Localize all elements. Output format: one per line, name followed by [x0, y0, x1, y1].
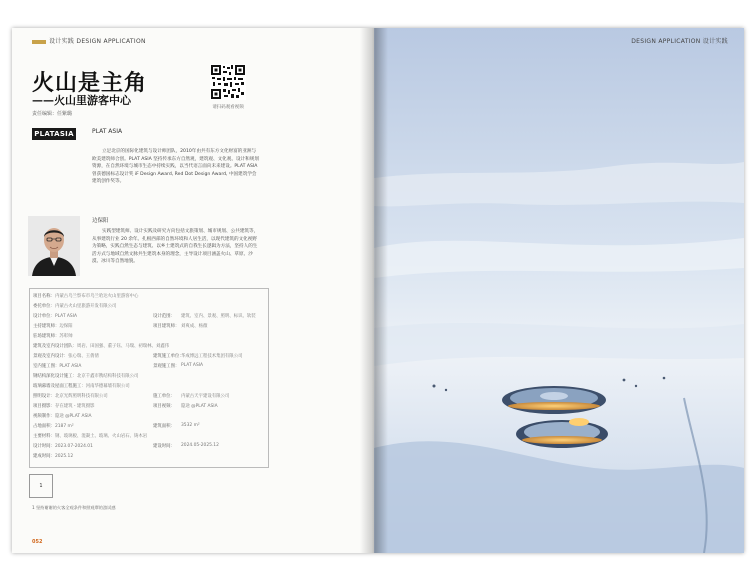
info-label: 项目建筑师： — [153, 324, 180, 329]
info-label: 钢结构深化设计施工： — [33, 374, 77, 379]
article-subtitle: ——火山里游客中心 — [32, 94, 131, 107]
info-value: 张心瑞、王倩倩 — [68, 354, 99, 359]
project-info-row — [33, 433, 147, 439]
qr-code-icon — [210, 64, 246, 100]
right-page — [374, 28, 744, 553]
section-tag-bar — [32, 40, 46, 44]
project-info-row — [33, 353, 243, 359]
info-value: PLAT ASIA — [54, 314, 77, 319]
info-value: 刘爽成、杨薇 — [181, 324, 208, 329]
project-info-row — [33, 363, 204, 369]
project-info-row — [33, 313, 256, 319]
info-value: 边保阳 — [59, 324, 73, 329]
section-tag-text: 设计实践 DESIGN APPLICATION — [49, 38, 146, 45]
info-value: PLAT ASIA — [59, 364, 82, 369]
info-label: 项目视频： — [153, 404, 175, 409]
info-label: 设计单位： — [33, 314, 55, 319]
project-info-row — [33, 413, 92, 419]
project-info-row — [33, 333, 73, 339]
project-info-row — [33, 323, 208, 329]
info-label: 建筑及室内设计团队： — [33, 344, 77, 349]
image-index-box: 1 — [29, 474, 53, 498]
info-label: 主持建筑师： — [33, 324, 60, 329]
project-info-row — [33, 393, 230, 399]
info-label: 景观施工图： — [153, 364, 180, 369]
info-label: 视频制作： — [33, 414, 55, 419]
info-value: 钢、玻璃板、混凝土、玻璃、火山岩石、铸木岩 — [54, 434, 148, 439]
info-value: 建筑、室内、景观、照明、标识、软装 — [181, 314, 256, 319]
info-label: 项目摄影： — [33, 404, 55, 409]
info-value: 北京千鑫市镌结构科技有限公司 — [76, 374, 139, 379]
project-info-row — [33, 293, 138, 299]
info-label: 项目名称： — [33, 294, 55, 299]
info-label: 施工单位： — [153, 394, 175, 399]
editor-credit: 责任编辑：任紫璐 — [32, 111, 73, 117]
project-info-row — [33, 373, 138, 379]
info-label: 室内施工图： — [33, 364, 60, 369]
info-value: 隐途 @PLAT ASIA — [181, 404, 218, 409]
info-value: 3532 m² — [181, 423, 200, 428]
project-info-row — [33, 423, 200, 429]
visitor-center-photo — [374, 28, 744, 553]
info-value: 苏彰帅 — [59, 334, 73, 339]
section-tag-right-text: DESIGN APPLICATION 设计实践 — [631, 38, 728, 45]
info-label: 建筑面积： — [153, 424, 175, 429]
plat-asia-logo: PLATASIA — [32, 128, 76, 140]
section-tag-right — [631, 36, 728, 45]
info-label: 照明设计： — [33, 394, 55, 399]
info-label: 主要材料： — [33, 434, 55, 439]
company-name: PLAT ASIA — [92, 128, 123, 135]
page-number: 052 — [32, 539, 43, 545]
architect-name: 边保阳 — [92, 218, 109, 224]
magazine-spread — [12, 28, 744, 553]
architect-description: 实践型建筑师、设计实践及研究方向包括文旅策划、城市规划、公共建筑等，从事建筑行业 20 余年。扎根西部的自然环境和人居生活，以现代建筑的文化视野为策略，实践自然生态与建筑、以乡土建筑式的自我生长逻辑为方法，坚持人的生活方式与地域自然文脉共生建筑本身的理念，主导设计项目涵盖火山、草原、沙漠、冰川等自然地貌。 — [92, 229, 259, 265]
info-label: 建设时间： — [153, 444, 175, 449]
architect-portrait — [28, 216, 80, 276]
project-info-row — [33, 453, 73, 459]
info-label: 驻场建筑师： — [33, 334, 60, 339]
project-info-row — [33, 383, 130, 389]
section-tag-left — [32, 36, 146, 45]
info-value: 内蒙古乌兰察布市乌兰哈达火山里游客中心 — [54, 294, 139, 299]
page-gutter — [360, 28, 388, 553]
left-page — [12, 28, 372, 553]
project-info-row — [33, 343, 169, 349]
info-value: 存在建筑 - 建筑摄影 — [54, 404, 95, 409]
article-title: 火山是主角 — [32, 70, 148, 96]
info-value: 周岩、田国强、董子钰、马瑞、初瑞林、刘鑫伟 — [76, 344, 170, 349]
info-value: 内蒙古火山里旅游开发有限公司 — [54, 304, 117, 309]
project-info-row — [33, 403, 218, 409]
project-info-row — [33, 443, 219, 449]
info-value: 2023.07-2024.01 — [54, 444, 93, 449]
info-label: 设计时间： — [33, 444, 55, 449]
info-value: 隐途 @PLAT ASIA — [54, 414, 92, 419]
info-value: 北京光辉照明科技有限公司 — [54, 394, 108, 399]
info-label: 设计范围： — [153, 314, 175, 319]
info-value: 2025.12 — [54, 454, 74, 459]
qr-caption: 请扫码观看视频 — [212, 105, 244, 110]
info-value: 2187 m² — [54, 424, 74, 429]
info-value: 华成博远工程技术集团有限公司 — [181, 354, 243, 359]
info-label: 占地面积： — [33, 424, 55, 429]
info-label: 建筑施工单位： — [153, 354, 184, 359]
info-label: 委托单位： — [33, 304, 55, 309]
info-value: 2024.05-2025.12 — [181, 443, 219, 448]
info-label: 玻璃幕墙及屋面工程施工： — [33, 384, 86, 389]
company-description: 立足北京的国际化建筑与设计师团队，2010年由共有东方文化财富的亚洲与欧美建筑师合创。PLAT ASIA 坚持传承东方自然观，建筑观、文化观、设计和规划资源，在自然环境与城市生态中持续实践，以当代语言面向未来建设。PLAT ASIA 曾获德国标志设计奖 iF Design Award, Red Dot Design Award, 中国建筑学会建筑创作奖等。 — [92, 149, 259, 185]
image-caption: 1 坚持谢谢的火客全观条件和照观摩的游试感 — [32, 505, 116, 510]
info-value: 河南华德幕墙有限公司 — [85, 384, 130, 389]
info-value: 内蒙古天宇建设有限公司 — [181, 394, 230, 399]
info-label: 建成时间： — [33, 454, 55, 459]
project-info-row — [33, 303, 116, 309]
info-label: 景观及室内设计： — [33, 354, 69, 359]
info-value: PLAT ASIA — [181, 363, 204, 368]
